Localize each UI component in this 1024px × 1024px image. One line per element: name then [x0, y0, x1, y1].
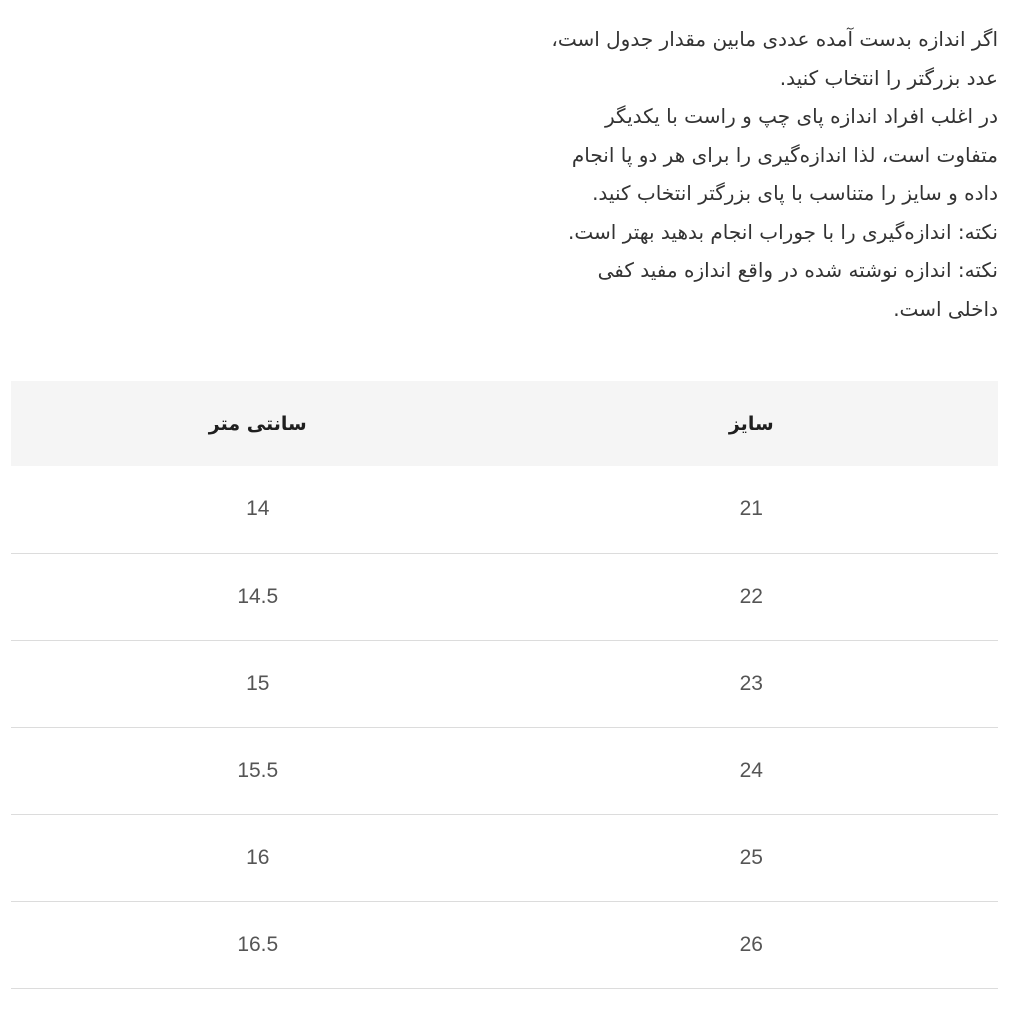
- cell-centimeter: 15.5: [237, 758, 279, 782]
- note-line: داده و سایز را متناسب با پای بزرگتر انتخاب کنید.: [592, 181, 998, 205]
- table-row: [11, 640, 998, 727]
- cell-centimeter: 14: [246, 497, 270, 521]
- note-line: متفاوت است، لذا اندازه‌گیری را برای هر دو پا انجام: [571, 142, 998, 167]
- cell-size: 26: [739, 932, 763, 956]
- size-guide-notes: [518, 20, 998, 328]
- table-header-row: [11, 381, 998, 466]
- cell-size: 21: [739, 497, 763, 521]
- cell-size: 22: [739, 584, 763, 608]
- cell-centimeter: 14.5: [237, 584, 279, 608]
- table-row: [11, 466, 998, 553]
- note-line: عدد بزرگتر را انتخاب کنید.: [779, 65, 998, 90]
- cell-centimeter: 16: [246, 845, 270, 869]
- cell-size: 25: [739, 845, 763, 869]
- note-line: نکته: اندازه‌گیری را با جوراب انجام بدهید بهتر است.: [568, 219, 998, 244]
- table-body: [11, 466, 998, 988]
- header-centimeter: سانتی متر: [208, 412, 307, 435]
- note-line: داخلی است.: [893, 296, 998, 321]
- table-row: [11, 901, 998, 988]
- size-chart-table: [11, 381, 998, 989]
- cell-size: 24: [739, 758, 763, 782]
- cell-centimeter: 16.5: [237, 932, 279, 956]
- table-header: [11, 381, 998, 466]
- note-line: اگر اندازه بدست آمده عددی مابین مقدار جدول است،: [551, 27, 998, 51]
- table-row: [11, 553, 998, 640]
- cell-centimeter: 15: [246, 671, 270, 695]
- table-row: [11, 814, 998, 901]
- note-line: نکته: اندازه نوشته شده در واقع اندازه مفید کفی: [597, 258, 998, 282]
- header-size: سایز: [728, 412, 774, 435]
- cell-size: 23: [739, 671, 763, 695]
- table-row: [11, 727, 998, 814]
- note-line: در اغلب افراد اندازه پای چپ و راست با یکدیگر: [605, 104, 998, 128]
